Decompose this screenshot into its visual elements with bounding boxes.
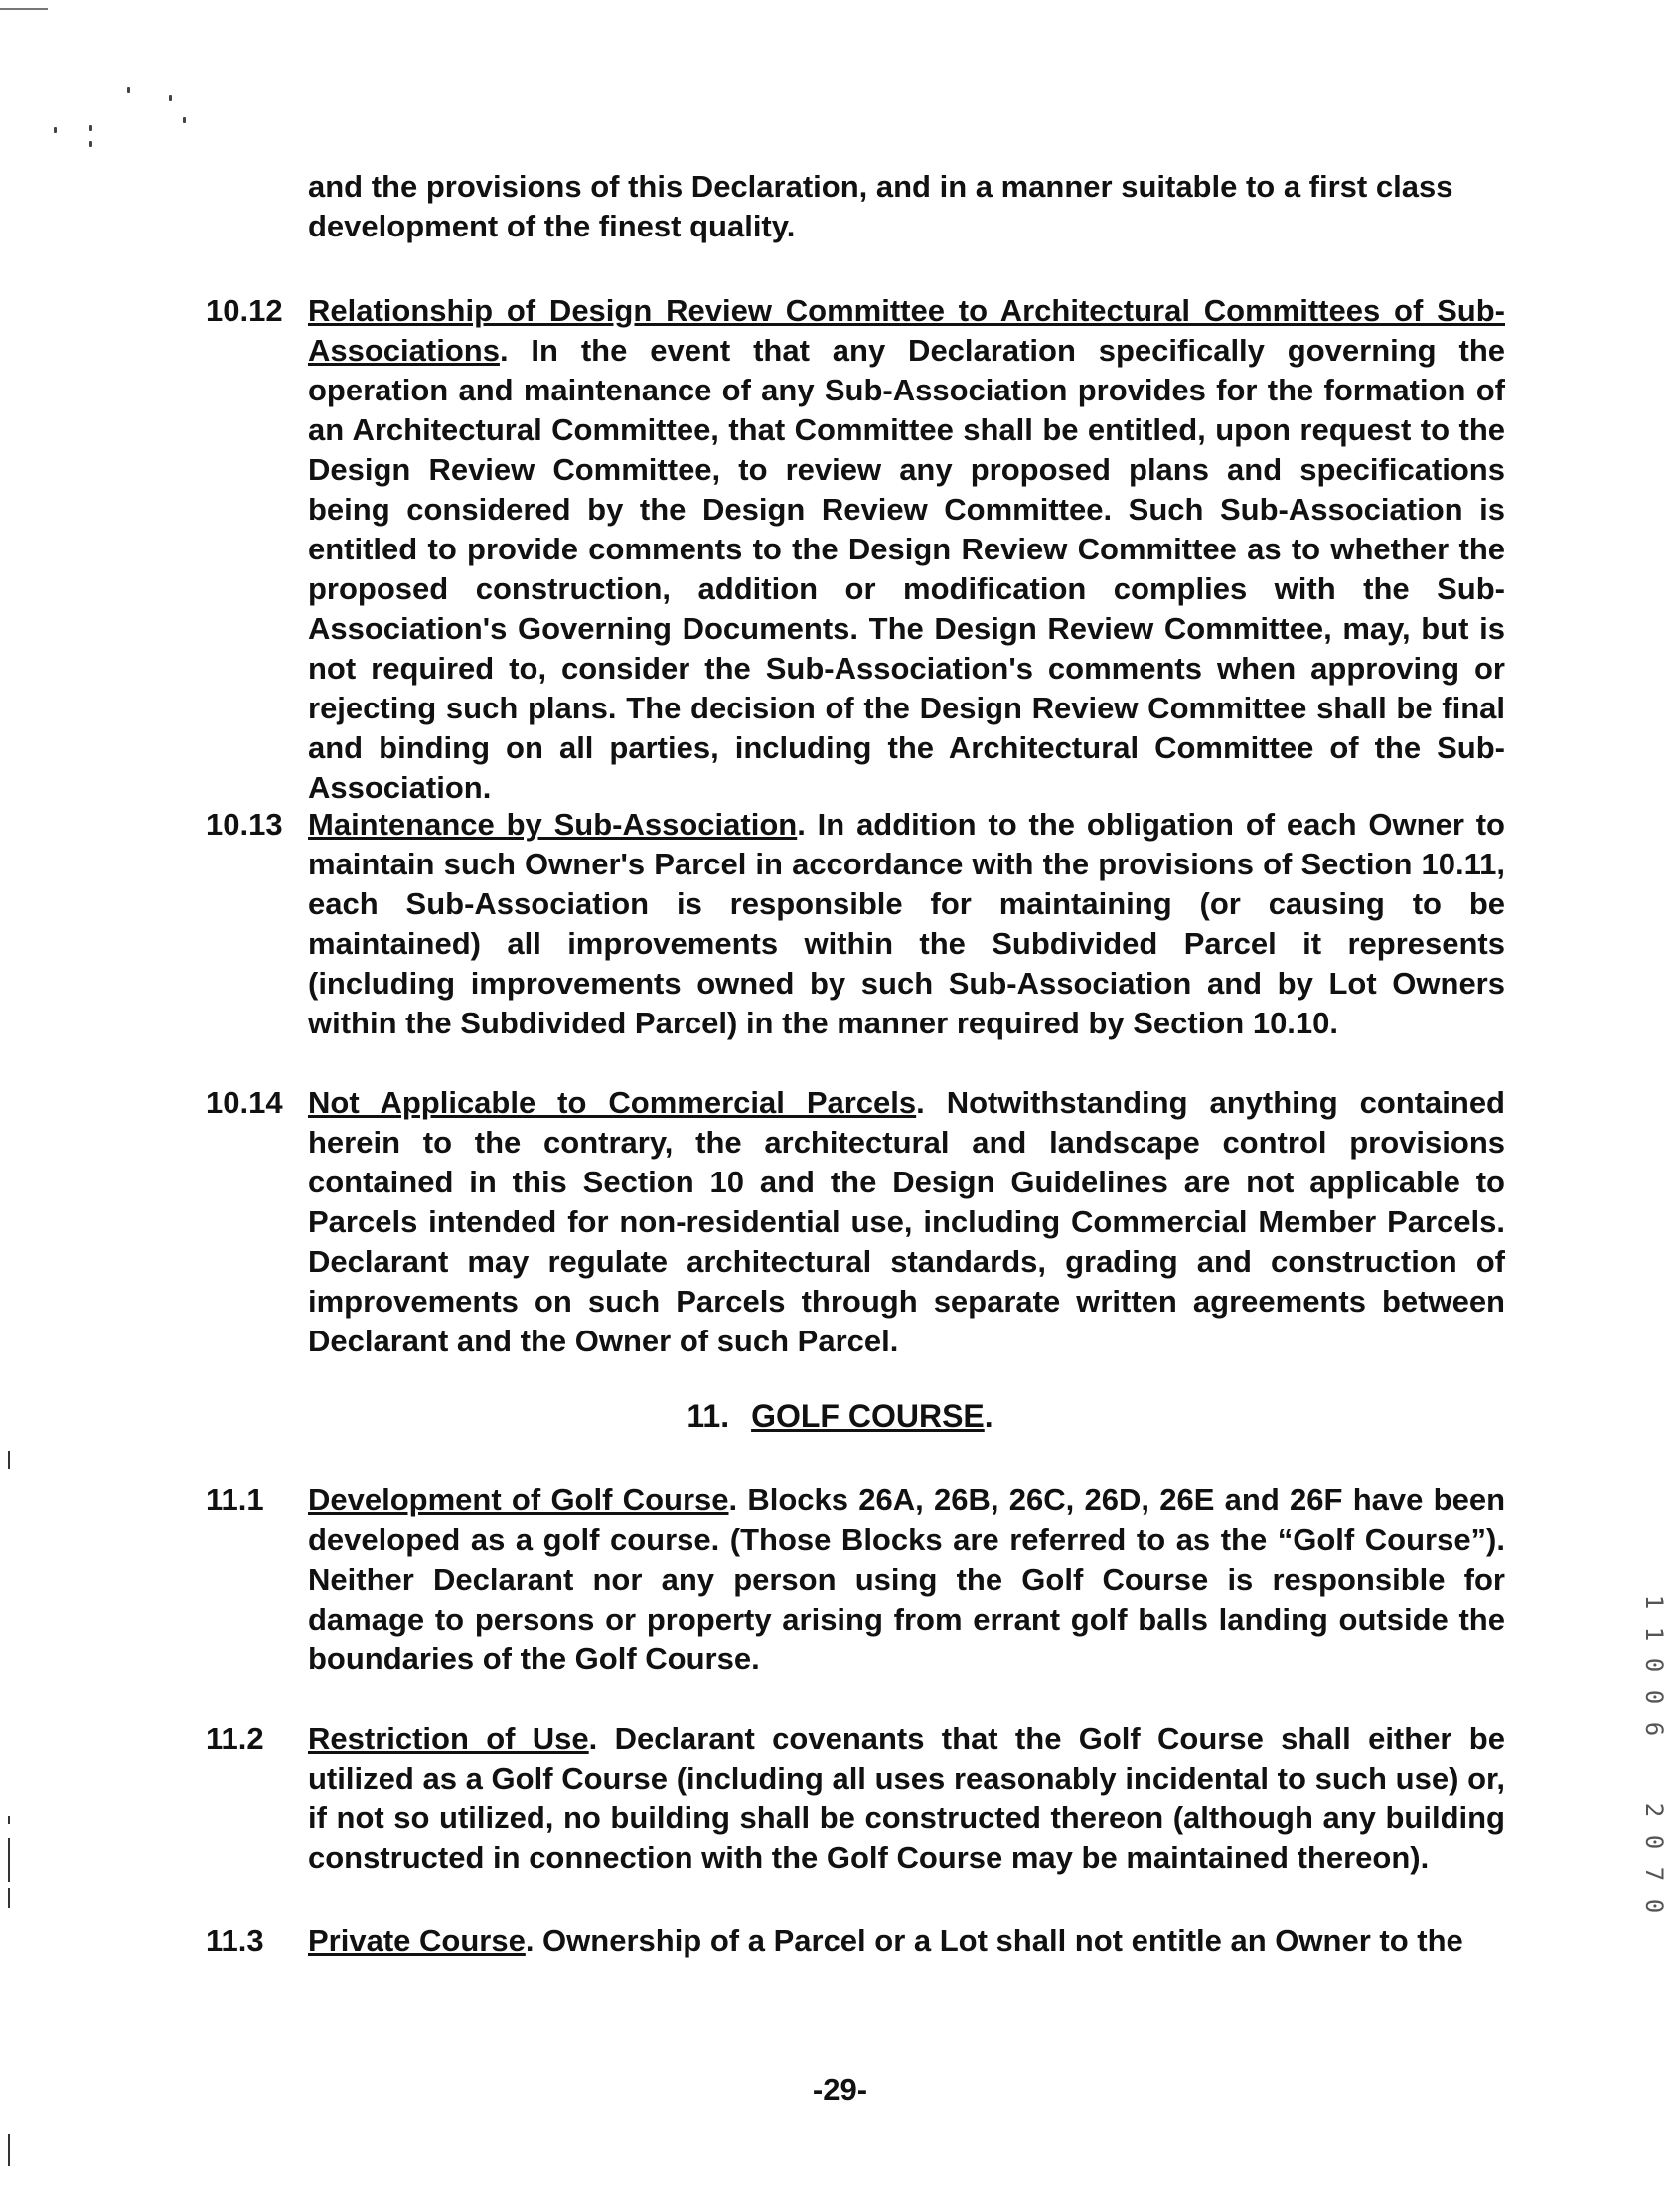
section-number: 10.13 bbox=[206, 807, 283, 842]
scan-speck bbox=[127, 87, 130, 93]
scan-mark bbox=[8, 1451, 10, 1469]
stamp-group bbox=[1640, 1797, 1669, 1920]
stamp-digit: 6 bbox=[1640, 1721, 1669, 1737]
scan-mark bbox=[0, 8, 48, 10]
section-body bbox=[308, 805, 1505, 1043]
section-body bbox=[308, 1719, 1505, 1878]
section-10-14 bbox=[206, 1083, 1505, 1361]
section-body bbox=[308, 291, 1505, 808]
section-text: . Notwithstanding anything contained herein to the contrary, the architectural and landscape control provisions contained in this Section 10 and the Design Guidelines are not applicable to Parcels intended for non-residential use, including Commercial Member Parcels. Declarant may regulate architectural standards, grading and construction of improvements on such Parcels through separate written agreements between Declarant and the Owner of such Parcel. bbox=[308, 1085, 1505, 1358]
section-text: . Declarant covenants that the Golf Course shall either be utilized as a Golf Course (including all uses reasonably incidental to such use) or, if not so utilized, no building shall be constructed thereon (although any building constructed in connection with the Golf Course may be maintained thereon). bbox=[308, 1721, 1505, 1875]
scan-mark bbox=[8, 1888, 10, 1908]
section-text: . Ownership of a Parcel or a Lot shall not entitle an Owner to the bbox=[525, 1923, 1463, 1958]
stamp-digit: 7 bbox=[1640, 1866, 1669, 1882]
section-title: Maintenance by Sub-Association bbox=[308, 807, 798, 842]
scan-mark bbox=[8, 1838, 10, 1882]
stamp-digit: 1 bbox=[1640, 1594, 1669, 1610]
heading-title: GOLF COURSE bbox=[751, 1398, 985, 1434]
page-number: -29- bbox=[812, 2072, 868, 2107]
section-number: 11.3 bbox=[206, 1923, 264, 1958]
scan-speck bbox=[183, 117, 186, 123]
heading-number: 11. bbox=[687, 1398, 730, 1434]
section-title: Relationship of Design Review Committee to Architectural Committees of Sub-Associations bbox=[308, 293, 1505, 368]
section-title: Restriction of Use bbox=[308, 1721, 589, 1756]
scan-speck bbox=[89, 141, 92, 147]
scan-mark bbox=[8, 2134, 10, 2166]
section-11-1 bbox=[206, 1481, 1505, 1679]
stamp-digit: 2 bbox=[1640, 1802, 1669, 1818]
section-number: 10.14 bbox=[206, 1085, 283, 1120]
scan-mark bbox=[8, 1816, 10, 1824]
section-number: 11.1 bbox=[206, 1483, 264, 1517]
section-text: . In addition to the obligation of each Owner to maintain such Owner's Parcel in accordance with the provisions of Section 10.11, each Sub-Association is responsible for maintaining (or causing to be maintained) all improvements within the Subdivided Parcel it represents (including improvements owned by such Sub-Association and by Lot Owners within the Subdivided Parcel) in the manner required by Section 10.10. bbox=[308, 807, 1505, 1040]
section-11-2 bbox=[206, 1719, 1505, 1878]
section-title: Not Applicable to Commercial Parcels bbox=[308, 1085, 917, 1120]
stamp-digit: 0 bbox=[1640, 1898, 1669, 1914]
section-11-3 bbox=[206, 1921, 1505, 1960]
recording-stamp bbox=[1640, 1588, 1669, 1920]
intro-paragraph: and the provisions of this Declaration, and in a manner suitable to a first class development of the finest quality. bbox=[308, 169, 1453, 243]
section-number: 10.12 bbox=[206, 293, 283, 328]
section-title: Development of Golf Course bbox=[308, 1483, 729, 1517]
scan-speck bbox=[54, 127, 57, 133]
section-heading bbox=[0, 1396, 1680, 1436]
scan-speck bbox=[169, 95, 172, 101]
section-body bbox=[308, 1921, 1505, 1960]
section-body bbox=[308, 1083, 1505, 1361]
stamp-digit: 1 bbox=[1640, 1626, 1669, 1642]
section-text: . Blocks 26A, 26B, 26C, 26D, 26E and 26F have been developed as a golf course. (Those Blocks are referred to as the “Golf Course”). Neither Declarant nor any person using the Golf Course is responsible for damage to persons or property arising from errant golf balls landing outside the boundaries of the Golf Course. bbox=[308, 1483, 1506, 1676]
heading-suffix: . bbox=[984, 1398, 993, 1434]
section-number: 11.2 bbox=[206, 1721, 264, 1756]
section-title: Private Course bbox=[308, 1923, 526, 1958]
stamp-digit: 0 bbox=[1640, 1834, 1669, 1850]
stamp-digit: 0 bbox=[1640, 1689, 1669, 1705]
scan-speck bbox=[89, 125, 92, 131]
section-10-13 bbox=[206, 805, 1505, 1043]
section-10-12 bbox=[206, 291, 1505, 808]
section-text: . In the event that any Declaration specifically governing the operation and maintenance of any Sub-Association provides for the formation of an Architectural Committee, that Committee shall be entitled, upon request to the Design Review Committee, to review any proposed plans and specifications being considered by the Design Review Committee. Such Sub-Association is entitled to provide comments to the Design Review Committee as to whether the proposed construction, addition or modification complies with the Sub-Association's Governing Documents. The Design Review Committee, may, but is not required to, consider the Sub-Association's comments when approving or rejecting such plans. The decision of the Design Review Committee shall be final and binding on all parties, including the Architectural Committee of the Sub-Association. bbox=[308, 333, 1505, 805]
stamp-digit: 0 bbox=[1640, 1657, 1669, 1673]
section-body bbox=[308, 1481, 1505, 1679]
